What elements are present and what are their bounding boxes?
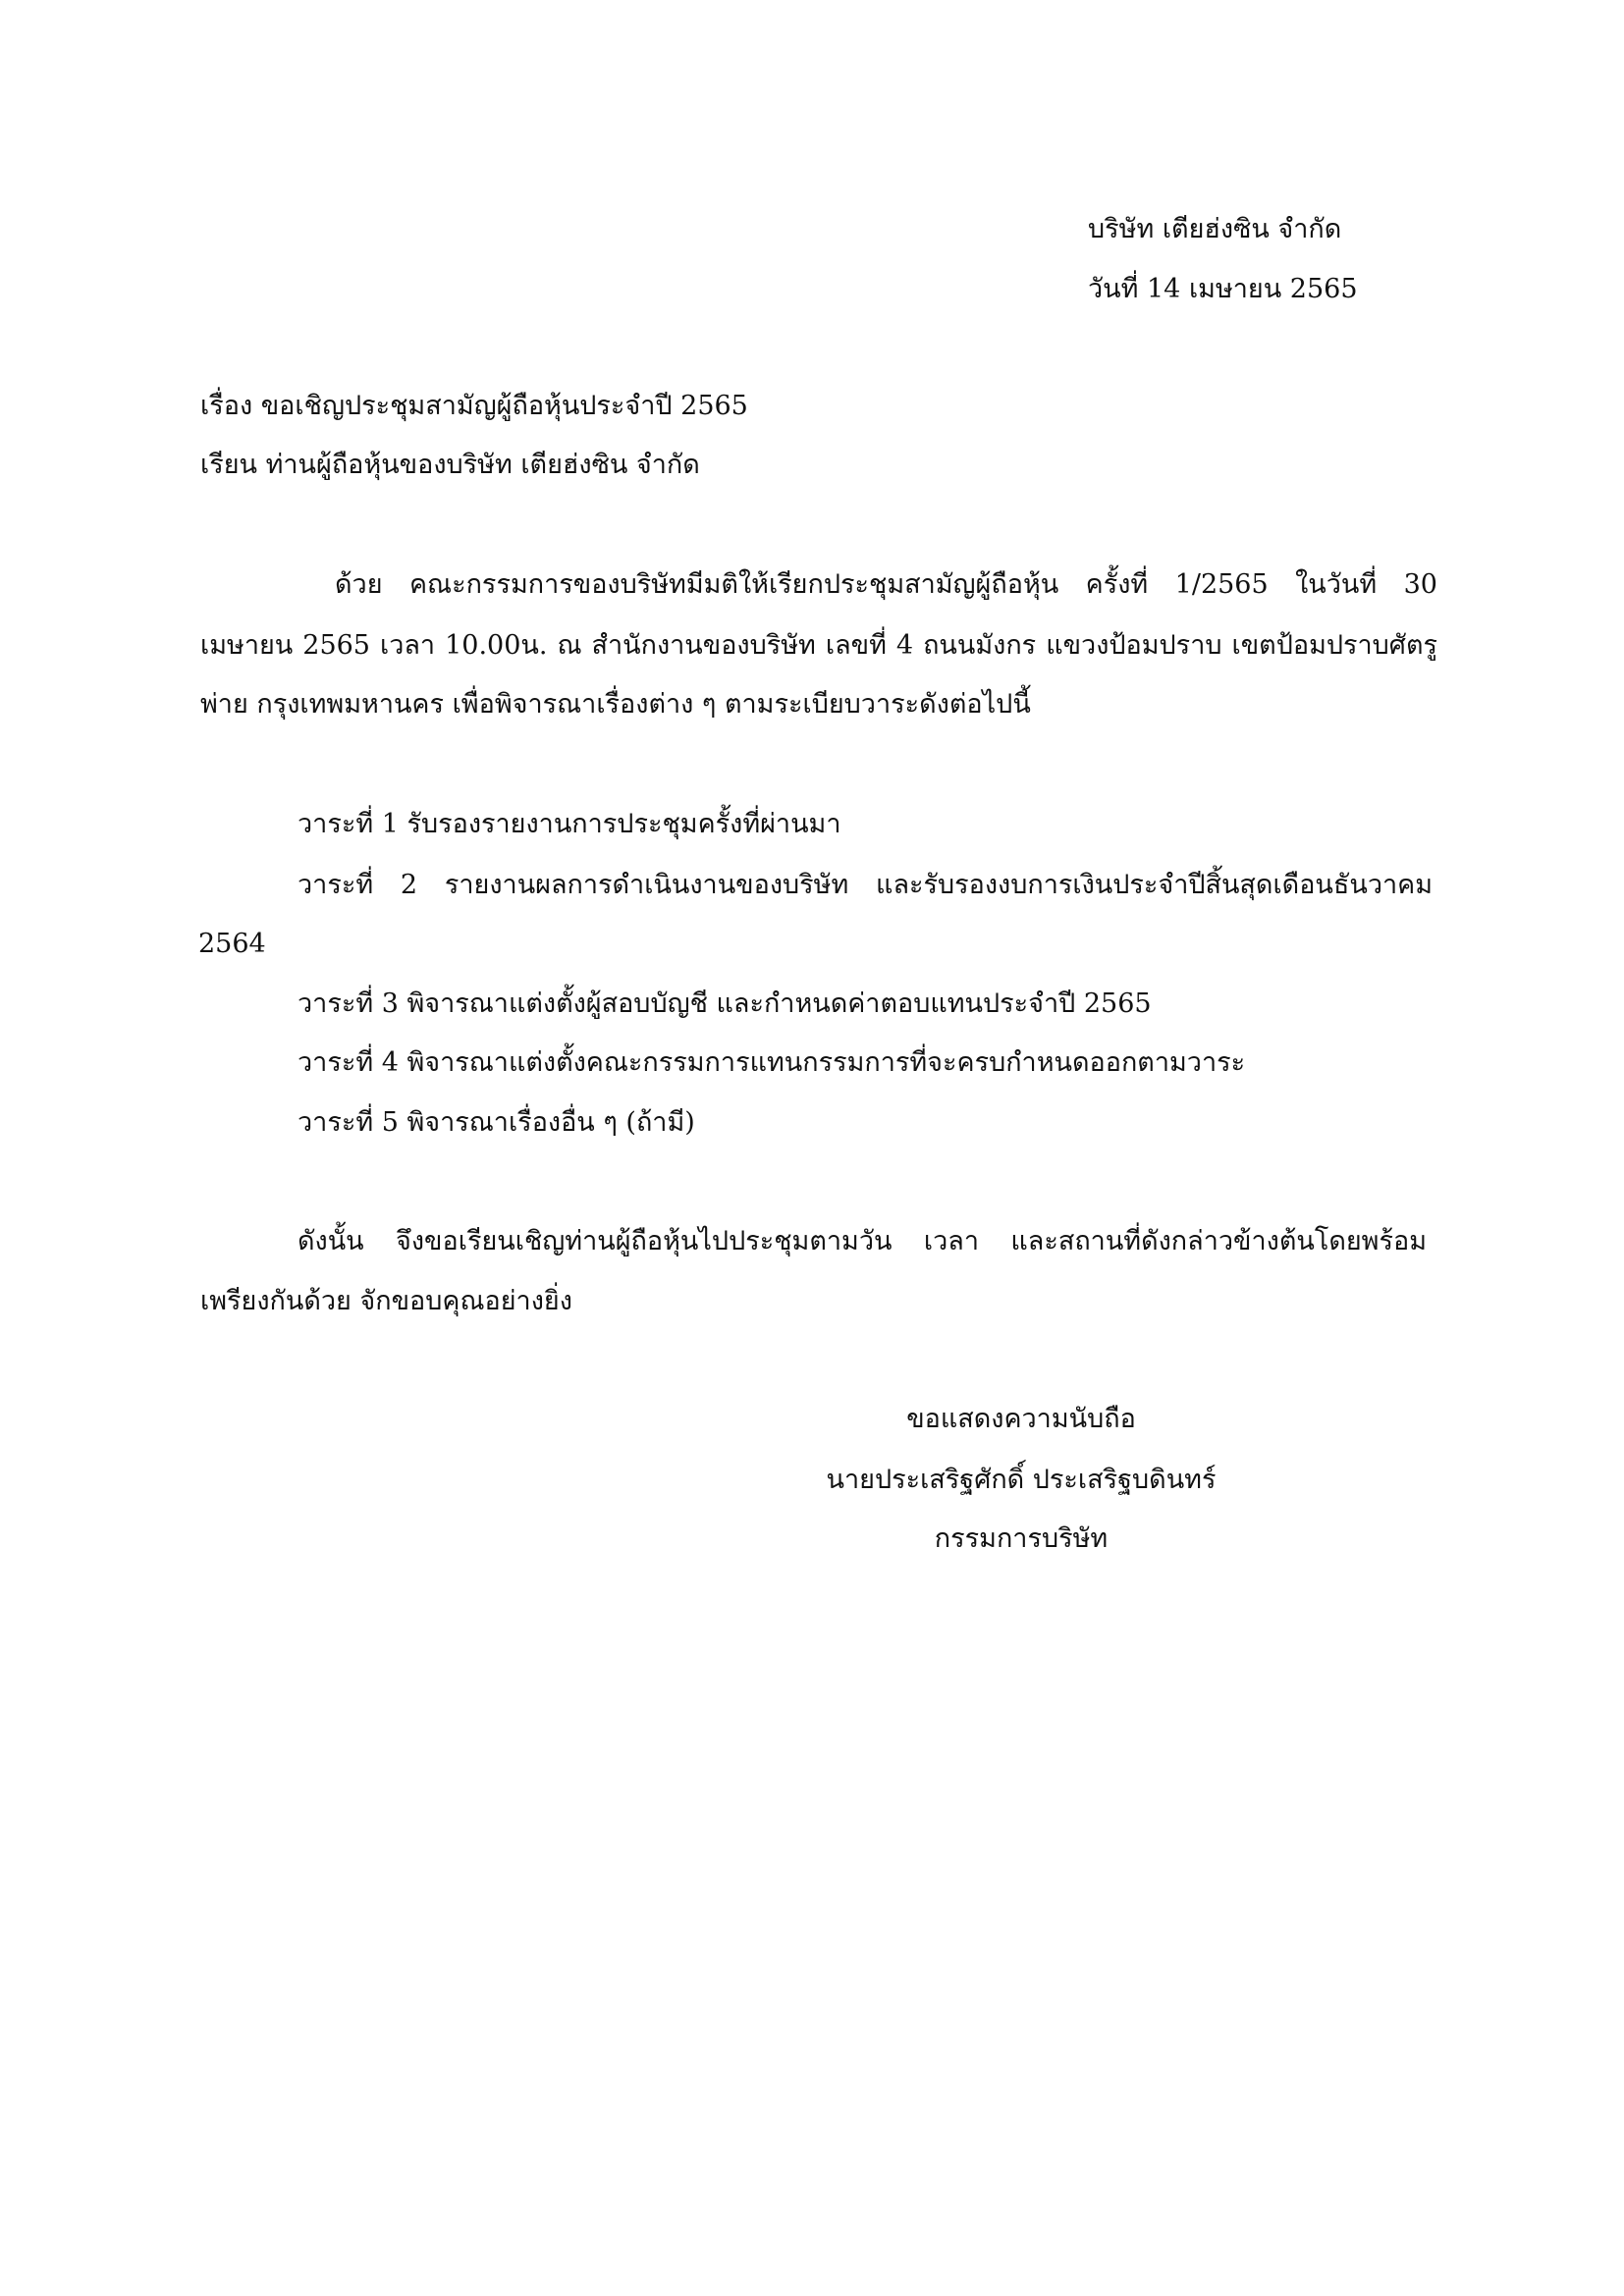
letter-date: วันที่ 14 เมษายน 2565 <box>1088 274 1358 304</box>
signature-salutation: ขอแสดงความนับถือ <box>906 1404 1136 1434</box>
recipient-line: เรียน ท่านผู้ถือหุ้นของบริษัท เตียฮ่งซิน จำกัด <box>200 450 700 480</box>
agenda-item-3: วาระที่ 3 พิจารณาแต่งตั้งผู้สอบบัญชี และกำหนดค่าตอบแทนประจำปี 2565 <box>298 988 1152 1019</box>
agenda-item-5: วาระที่ 5 พิจารณาเรื่องอื่น ๆ (ถ้ามี) <box>298 1107 695 1138</box>
closing-line-2: เพรียงกันด้วย จักขอบคุณอย่างยิ่ง <box>200 1286 572 1316</box>
intro-line-3: พ่าย กรุงเทพมหานคร เพื่อพิจารณาเรื่องต่าง ๆ ตามระเบียบวาระดังต่อไปนี้ <box>200 689 1031 720</box>
closing-line-1: ดังนั้น จึงขอเรียนเชิญท่านผู้ถือหุ้นไปประชุมตามวัน เวลา และสถานที่ดังกล่าวข้างต้นโดยพร้อม <box>298 1226 1427 1256</box>
agenda-item-1: วาระที่ 1 รับรองรายงานการประชุมครั้งที่ผ่านมา <box>298 809 841 839</box>
agenda-item-4: วาระที่ 4 พิจารณาแต่งตั้งคณะกรรมการแทนกรรมการที่จะครบกำหนดออกตามวาระ <box>298 1047 1246 1078</box>
intro-line-1: ด้วย คณะกรรมการของบริษัทมีมติให้เรียกประชุมสามัญผู้ถือหุ้น ครั้งที่ 1/2565 ในวันที่ 30 <box>335 569 1437 600</box>
subject-line: เรื่อง ขอเชิญประชุมสามัญผู้ถือหุ้นประจำปี 2565 <box>200 391 748 421</box>
agenda-item-2: วาระที่ 2 รายงานผลการดำเนินงานของบริษัท และรับรองงบการเงินประจำปีสิ้นสุดเดือนธันวาคม <box>298 870 1433 900</box>
agenda-item-2-continued: 2564 <box>198 929 266 959</box>
intro-line-2: เมษายน 2565 เวลา 10.00น. ณ สำนักงานของบริษัท เลขที่ 4 ถนนมังกร แขวงป้อมปราบ เขตป้อมปราบศัตรู <box>200 630 1437 661</box>
signature-name: นายประเสริฐศักดิ์ ประเสริฐบดินทร์ <box>826 1465 1217 1495</box>
company-name: บริษัท เตียฮ่งซิน จำกัด <box>1088 214 1342 244</box>
signature-title: กรรมการบริษัท <box>934 1523 1109 1554</box>
